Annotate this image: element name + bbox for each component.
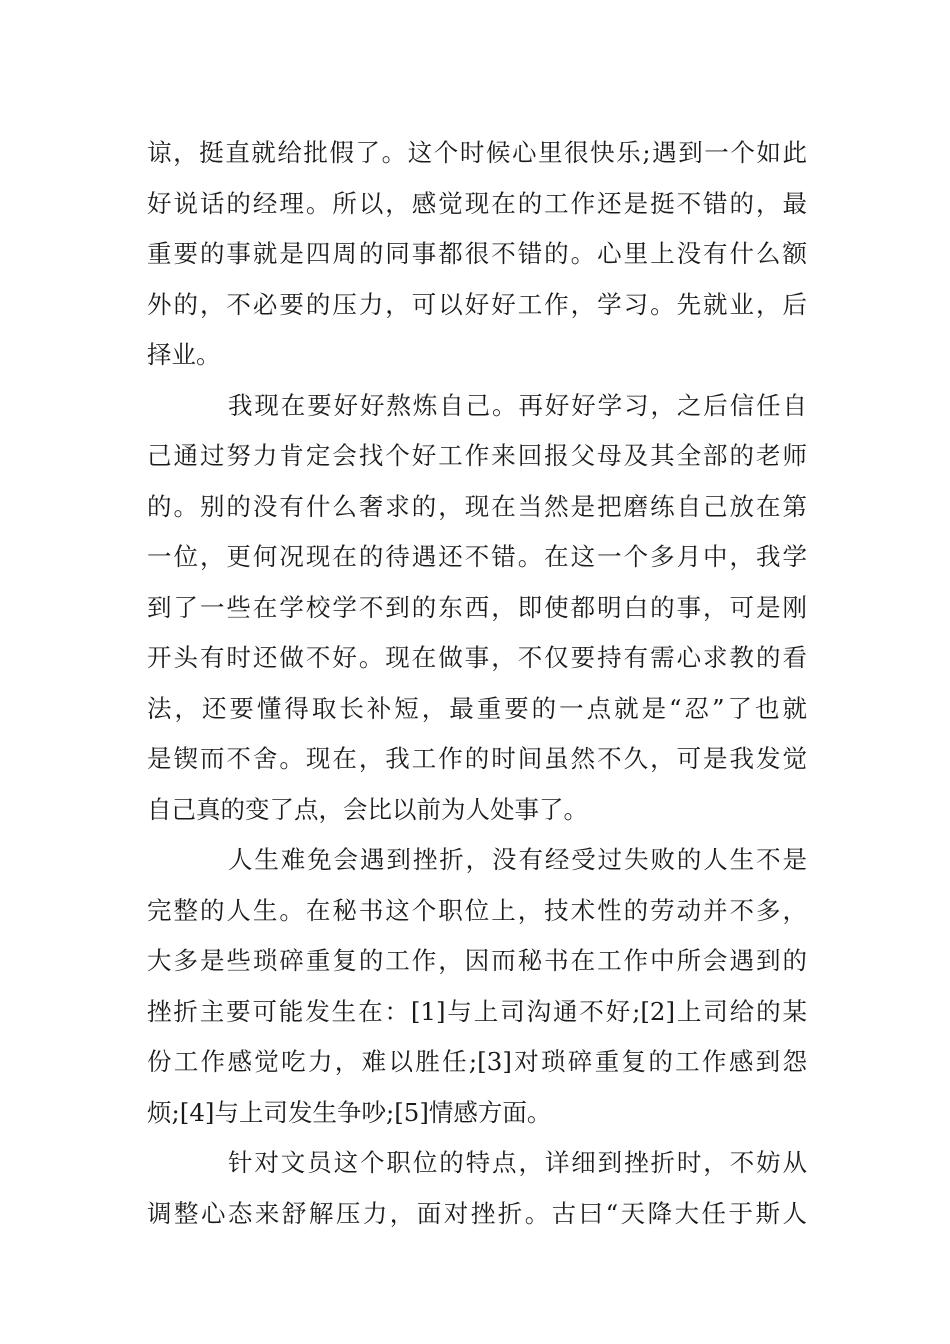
text-line: 调整心态来舒解压力，面对挫折。古曰“天降大任于斯人 [147, 1198, 807, 1228]
text-line: 到了一些在学校学不到的东西，即使都明白的事，可是刚 [147, 592, 807, 622]
text-line: 谅，挺直就给批假了。这个时候心里很快乐;遇到一个如此 [147, 138, 807, 167]
text-line: 挫折主要可能发生在：[1]与上司沟通不好;[2]上司给的某 [147, 996, 807, 1026]
paragraph [147, 128, 807, 381]
text-line: 我现在要好好熬炼自己。再好好学习，之后信任自 [228, 390, 807, 420]
paragraph [147, 835, 807, 1138]
text-line: 好说话的经理。所以，感觉现在的工作还是挺不错的，最 [147, 188, 807, 218]
text-line: 外的，不必要的压力，可以好好工作，学习。先就业，后 [147, 289, 807, 319]
text-line: 一位，更何况现在的待遇还不错。在这一个多月中，我学 [147, 542, 807, 571]
text-line: 重要的事就是四周的同事都很不错的。心里上没有什么额 [147, 239, 807, 268]
text-line: 是锲而不舍。现在，我工作的时间虽然不久，可是我发觉 [147, 744, 807, 773]
text-line: 择业。 [147, 340, 221, 369]
text-line: 法，还要懂得取长补短，最重要的一点就是“忍”了也就 [147, 693, 807, 723]
paragraph [147, 1138, 807, 1239]
text-line: 自己真的变了点，会比以前为人处事了。 [147, 794, 588, 824]
text-line: 开头有时还做不好。现在做事，不仅要持有需心求教的看 [147, 643, 807, 672]
paragraph [147, 381, 807, 836]
text-line: 完整的人生。在秘书这个职位上，技术性的劳动并不多， [147, 895, 807, 925]
text-line: 大多是些琐碎重复的工作，因而秘书在工作中所会遇到的 [147, 946, 807, 975]
text-line: 烦;[4]与上司发生争吵;[5]情感方面。 [147, 1097, 552, 1127]
text-line: 的。别的没有什么奢求的，现在当然是把磨练自己放在第 [147, 491, 807, 521]
document-body [147, 128, 807, 1239]
text-line: 针对文员这个职位的特点，详细到挫折时，不妨从 [228, 1148, 807, 1177]
text-line: 人生难免会遇到挫折，没有经受过失败的人生不是 [228, 845, 807, 874]
text-line: 己通过努力肯定会找个好工作来回报父母及其全部的老师 [147, 441, 807, 470]
text-line: 份工作感觉吃力，难以胜任;[3]对琐碎重复的工作感到怨 [147, 1047, 807, 1076]
